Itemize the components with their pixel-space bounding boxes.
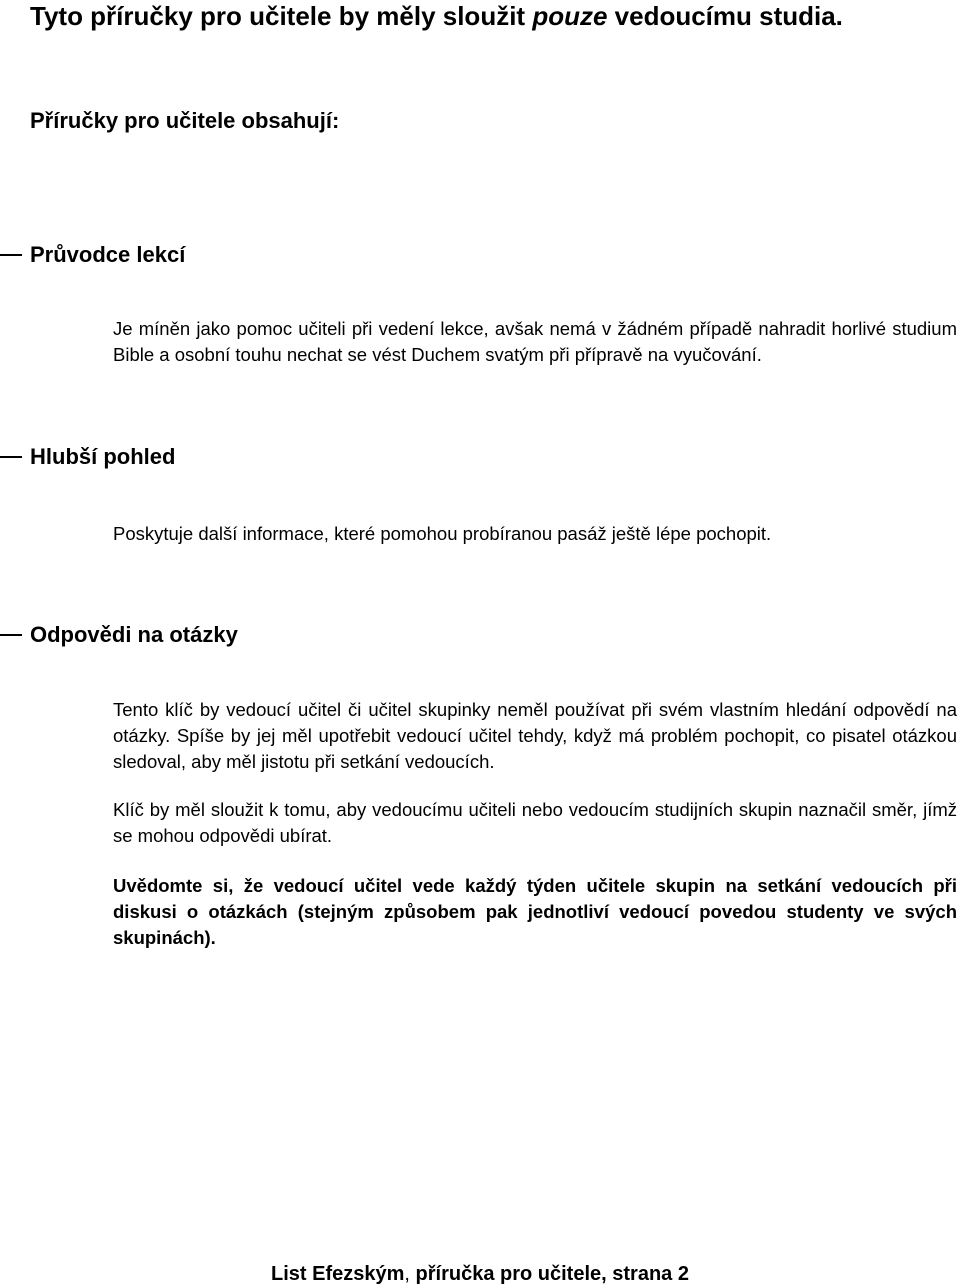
section-paragraph: Je míněn jako pomoc učiteli při vedení lekce, avšak nemá v žádném případě nahradit horlivé studium Bible a osobní touhu nechat se vést Duchem svatým při přípravě na vyučování. — [113, 318, 957, 365]
section-heading-text: Odpovědi na otázky — [30, 622, 238, 647]
title-text-start: Tyto příručky pro učitele by měly sloužit — [30, 1, 533, 31]
contents-label: Příručky pro učitele obsahují: — [30, 108, 340, 133]
section-heading-hlubsi-pohled — [0, 443, 175, 471]
section-paragraph-emphasis: Uvědomte si, že vedoucí učitel vede každý týden učitele skupin na setkání vedoucích při diskusi o otázkách (stejným způsobem pak jednotliví vedoucí povedou studenty ve svých skupinách). — [113, 875, 957, 948]
footer-book: List Efezským — [271, 1263, 405, 1285]
section-heading-text: Hlubší pohled — [30, 444, 176, 469]
section-paragraph: Poskytuje další informace, které pomohou probíranou pasáž ještě lépe pochopit. — [113, 523, 772, 544]
section-paragraph: Tento klíč by vedoucí učitel či učitel skupinky neměl používat při svém vlastním hledání odpovědí na otázky. Spíše by jej měl upotřebit vedoucí učitel tehdy, když má problém pochopit, co pisatel otázkou sledoval, aby měl jistotu při setkání vedoucích. — [113, 699, 957, 772]
dash-bullet-icon — [0, 254, 22, 256]
dash-bullet-icon — [0, 456, 22, 458]
footer-separator: , — [404, 1263, 416, 1285]
title-text-end: vedoucímu studia. — [607, 1, 843, 31]
section-heading-odpovedi — [0, 621, 238, 649]
title-emphasis: pouze — [532, 1, 608, 31]
section-heading-text: Průvodce lekcí — [30, 242, 186, 267]
page-footer — [0, 1260, 960, 1288]
footer-page-info: příručka pro učitele, strana 2 — [415, 1263, 689, 1285]
section-paragraph: Klíč by měl sloužit k tomu, aby vedoucímu učiteli nebo vedoucím studijních skupin naznačil směr, jímž se mohou odpovědi ubírat. — [113, 799, 957, 846]
section-heading-pruvodce — [0, 241, 185, 269]
page-title — [30, 0, 843, 32]
dash-bullet-icon — [0, 634, 22, 636]
